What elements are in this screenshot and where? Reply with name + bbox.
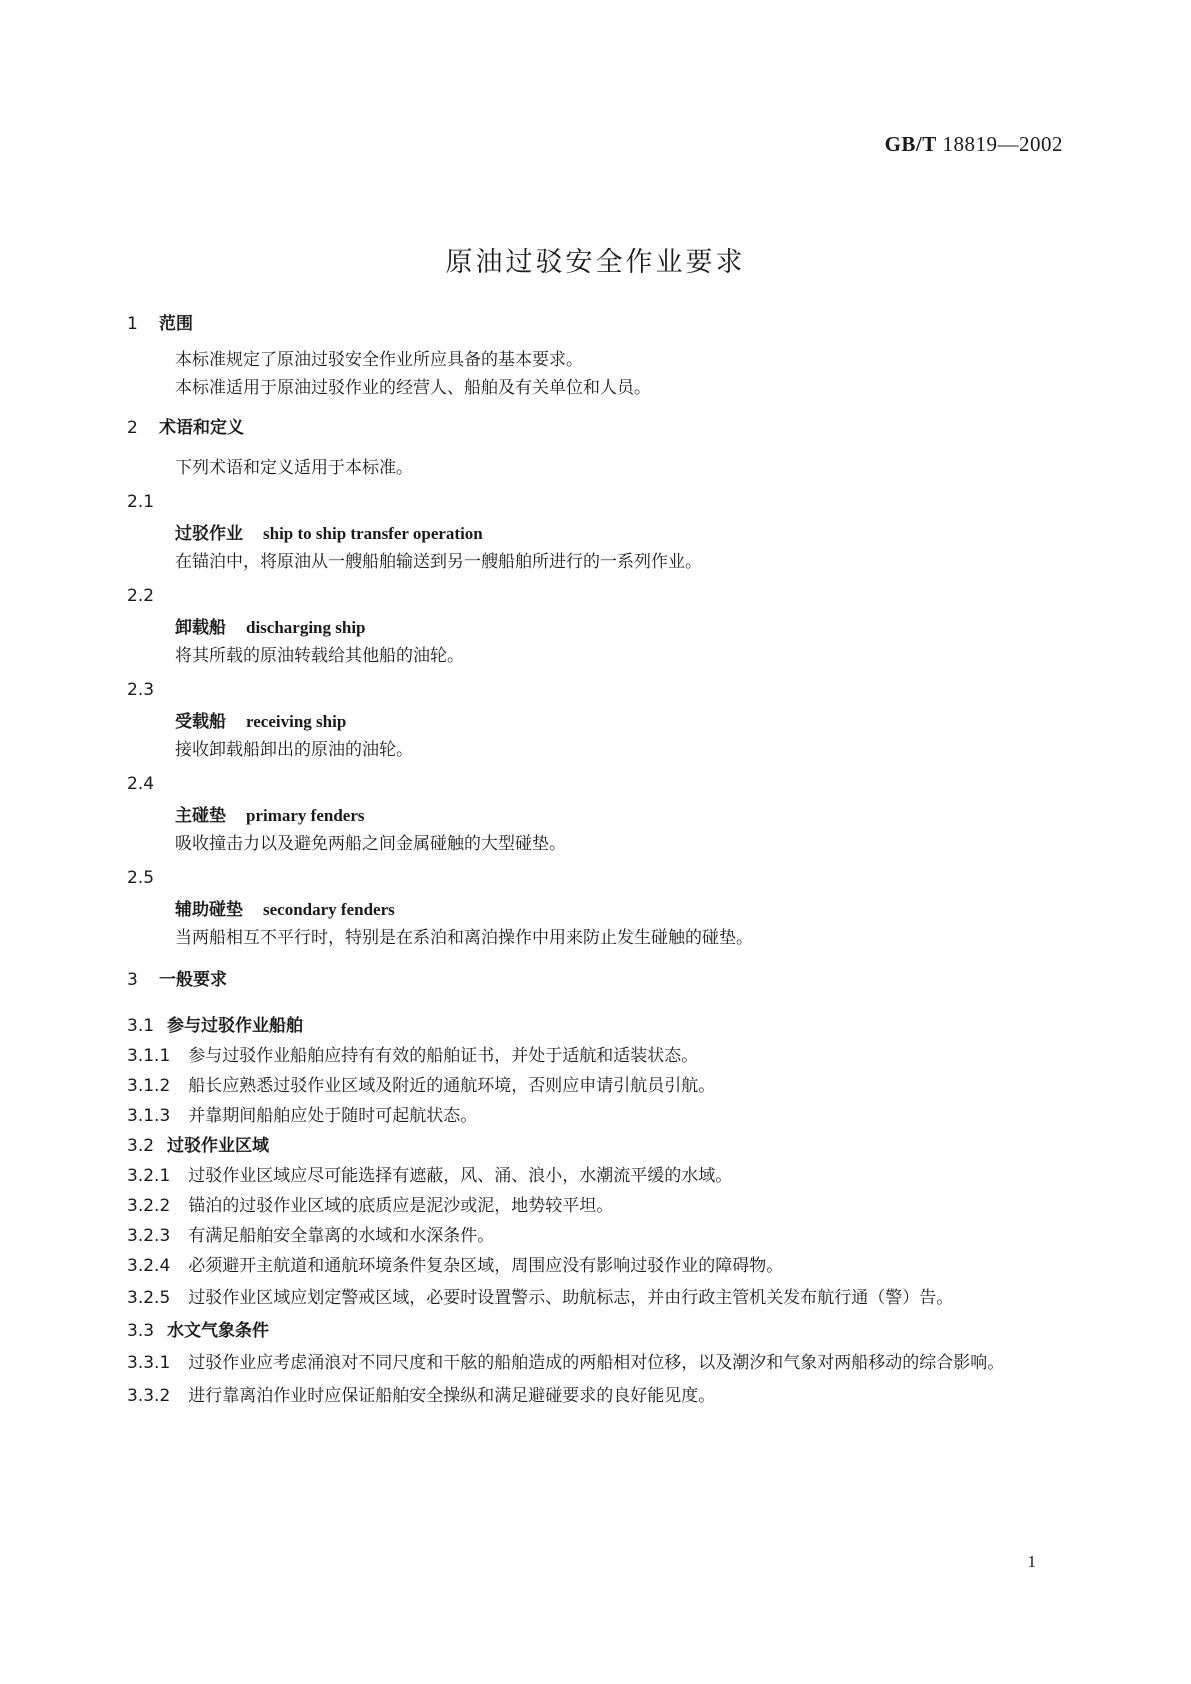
term-entry: 受载船 receiving ship <box>175 712 347 732</box>
subsection-heading-3-1: 3.1 参与过驳作业船舶 <box>127 1016 303 1036</box>
term-definition: 在锚泊中，将原油从一艘船舶输送到另一艘船舶所进行的一系列作业。 <box>175 552 702 572</box>
term-definition: 吸收撞击力以及避免两船之间金属碰触的大型碰垫。 <box>175 834 566 854</box>
document-body <box>127 314 1064 1408</box>
clause: 3.1.1 参与过驳作业船舶应持有有效的船舶证书，并处于适航和适装状态。 <box>127 1046 699 1066</box>
clause: 3.2.3 有满足船舶安全靠离的水域和水深条件。 <box>127 1226 495 1246</box>
clause: 3.1.2 船长应熟悉过驳作业区域及附近的通航环境，否则应申请引航员引航。 <box>127 1076 716 1096</box>
subsection-heading-3-3: 3.3 水文气象条件 <box>127 1321 269 1341</box>
clause-number: 2.4 <box>127 774 155 794</box>
clause: 3.2.4 必须避开主航道和通航环境条件复杂区域，周围应没有影响过驳作业的障碍物。 <box>127 1256 784 1276</box>
term-entry: 辅助碰垫 secondary fenders <box>175 900 395 920</box>
term-definition: 当两船相互不平行时，特别是在系泊和离泊操作中用来防止发生碰触的碰垫。 <box>175 928 753 948</box>
document-title: 原油过驳安全作业要求 <box>445 247 746 278</box>
clause: 3.2.1 过驳作业区域应尽可能选择有遮蔽，风、涌、浪小，水潮流平缓的水域。 <box>127 1166 733 1186</box>
section-heading-3: 3 一般要求 <box>127 970 227 990</box>
standard-code: GB/T 18819—2002 <box>884 132 1063 156</box>
clause: 3.2.2 锚泊的过驳作业区域的底质应是泥沙或泥，地势较平坦。 <box>127 1196 614 1216</box>
paragraph: 本标准适用于原油过驳作业的经营人、船舶及有关单位和人员。 <box>175 378 651 398</box>
section-heading-2: 2 术语和定义 <box>127 418 244 438</box>
paragraph: 本标准规定了原油过驳安全作业所应具备的基本要求。 <box>175 350 583 370</box>
clause-number: 2.1 <box>127 492 155 512</box>
clause: 3.2.5 过驳作业区域应划定警戒区域，必要时设置警示、助航标志，并由行政主管机关发布航行通（警）告。 <box>127 1288 954 1308</box>
clause: 3.3.1 过驳作业应考虑涌浪对不同尺度和干舷的船舶造成的两船相对位移，以及潮汐和气象对两船移动的综合影响。 <box>127 1353 1005 1373</box>
clause-number: 2.2 <box>127 586 155 606</box>
clause-number: 2.5 <box>127 868 155 888</box>
term-entry: 主碰垫 primary fenders <box>175 806 365 826</box>
term-definition: 接收卸载船卸出的原油的油轮。 <box>175 740 413 760</box>
section-heading-1: 1 范围 <box>127 314 193 334</box>
clause: 3.1.3 并靠期间船舶应处于随时可起航状态。 <box>127 1106 478 1126</box>
term-entry: 过驳作业 ship to ship transfer operation <box>175 524 483 544</box>
clause: 3.3.2 进行靠离泊作业时应保证船舶安全操纵和满足避碰要求的良好能见度。 <box>127 1386 716 1406</box>
term-definition: 将其所载的原油转载给其他船的油轮。 <box>175 646 464 666</box>
paragraph: 下列术语和定义适用于本标准。 <box>175 458 413 478</box>
clause-number: 2.3 <box>127 680 155 700</box>
term-entry: 卸载船 discharging ship <box>175 618 366 638</box>
page-number: 1 <box>1027 1552 1036 1571</box>
subsection-heading-3-2: 3.2 过驳作业区域 <box>127 1136 269 1156</box>
